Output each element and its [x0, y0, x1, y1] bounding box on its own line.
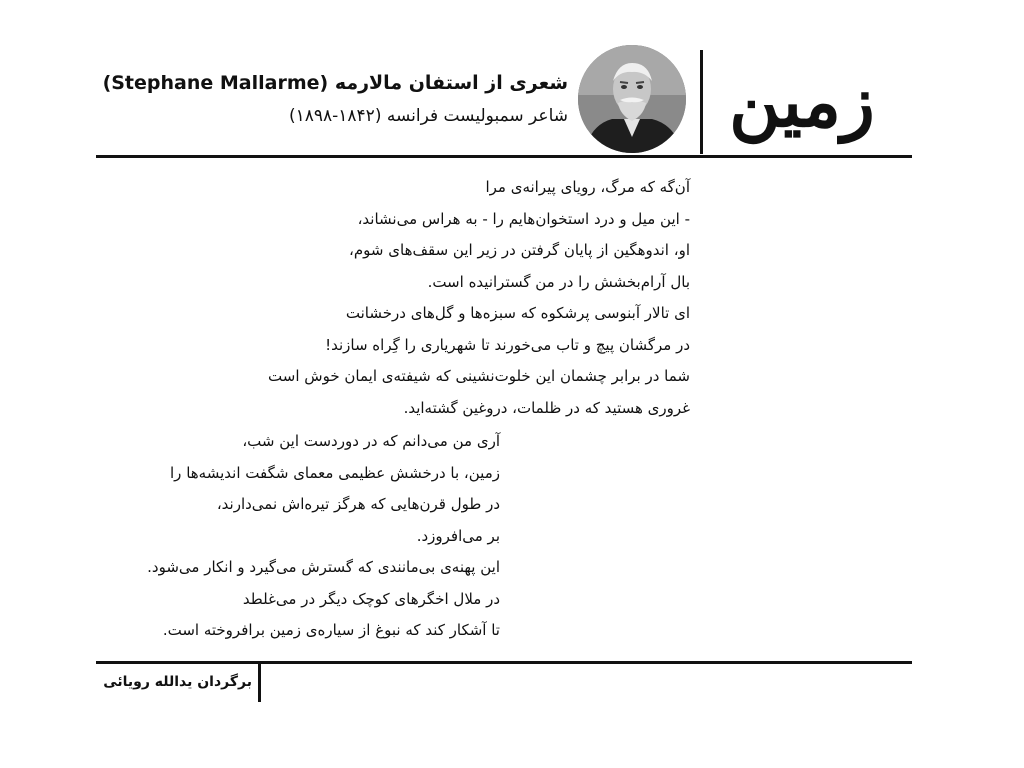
poem-stanza-2 — [60, 426, 500, 647]
poem-stanza-1 — [268, 172, 690, 424]
bottom-rule — [96, 661, 912, 664]
poem-line: شما در برابر چشمان این خلوت‌نشینی که شیفته‌ی ایمان خوش است — [268, 367, 690, 385]
poem-line: بر می‌افروزد. — [416, 526, 500, 545]
poem-line: - این میل و درد استخوان‌هایم را - به هراس می‌نشاند، — [357, 209, 690, 228]
poem-title: زمین — [729, 60, 875, 143]
poem-line: در مرگشان پیچ و تاب می‌خورند تا شهریاری را گِراه سازند! — [325, 335, 690, 354]
poem-line: آن‌گه که مرگ، رویای پیرانه‌ی مرا — [485, 178, 690, 196]
poem-line: این پهنه‌ی بی‌مانندی که گسترش می‌گیرد و انکار می‌شود. — [147, 558, 500, 576]
poet-description: شاعر سمبولیست فرانسه (۱۸۴۲-۱۸۹۸) — [288, 106, 568, 126]
poem-line: زمین، با درخشش عظیمی معمای شگفت اندیشه‌ها را — [170, 463, 500, 482]
footer-divider — [258, 662, 261, 702]
poem-line: در ملال اخگرهای کوچک دیگر در می‌غلطد — [242, 589, 500, 608]
poet-portrait — [578, 45, 686, 153]
poem-line: غروری هستید که در ظلمات، دروغین گشته‌اید. — [403, 398, 690, 417]
poem-line: او، اندوهگین از پایان گرفتن در زیر این سقف‌های شوم، — [349, 241, 690, 259]
translator-credit: برگردان یدالله رویائی — [103, 674, 252, 690]
poem-subtitle: شعری از استفان مالارمه (Stephane Mallarme) — [102, 72, 568, 94]
poem-line: بال آرام‌بخشش را در من گسترانیده است. — [427, 272, 690, 291]
poem-line: در طول قرن‌هایی که هرگز تیره‌اش نمی‌دارند، — [216, 495, 500, 513]
poem-line: ای تالار آبنوسی پرشکوه که سبزه‌ها و گل‌های درخشانت — [345, 304, 690, 322]
poem-line: تا آشکار کند که نبوغ از سیاره‌ی زمین برافروخته است. — [162, 621, 500, 639]
header-divider — [700, 50, 703, 154]
poem-line: آری من می‌دانم که در دوردست این شب، — [242, 432, 500, 450]
top-rule — [96, 155, 912, 158]
